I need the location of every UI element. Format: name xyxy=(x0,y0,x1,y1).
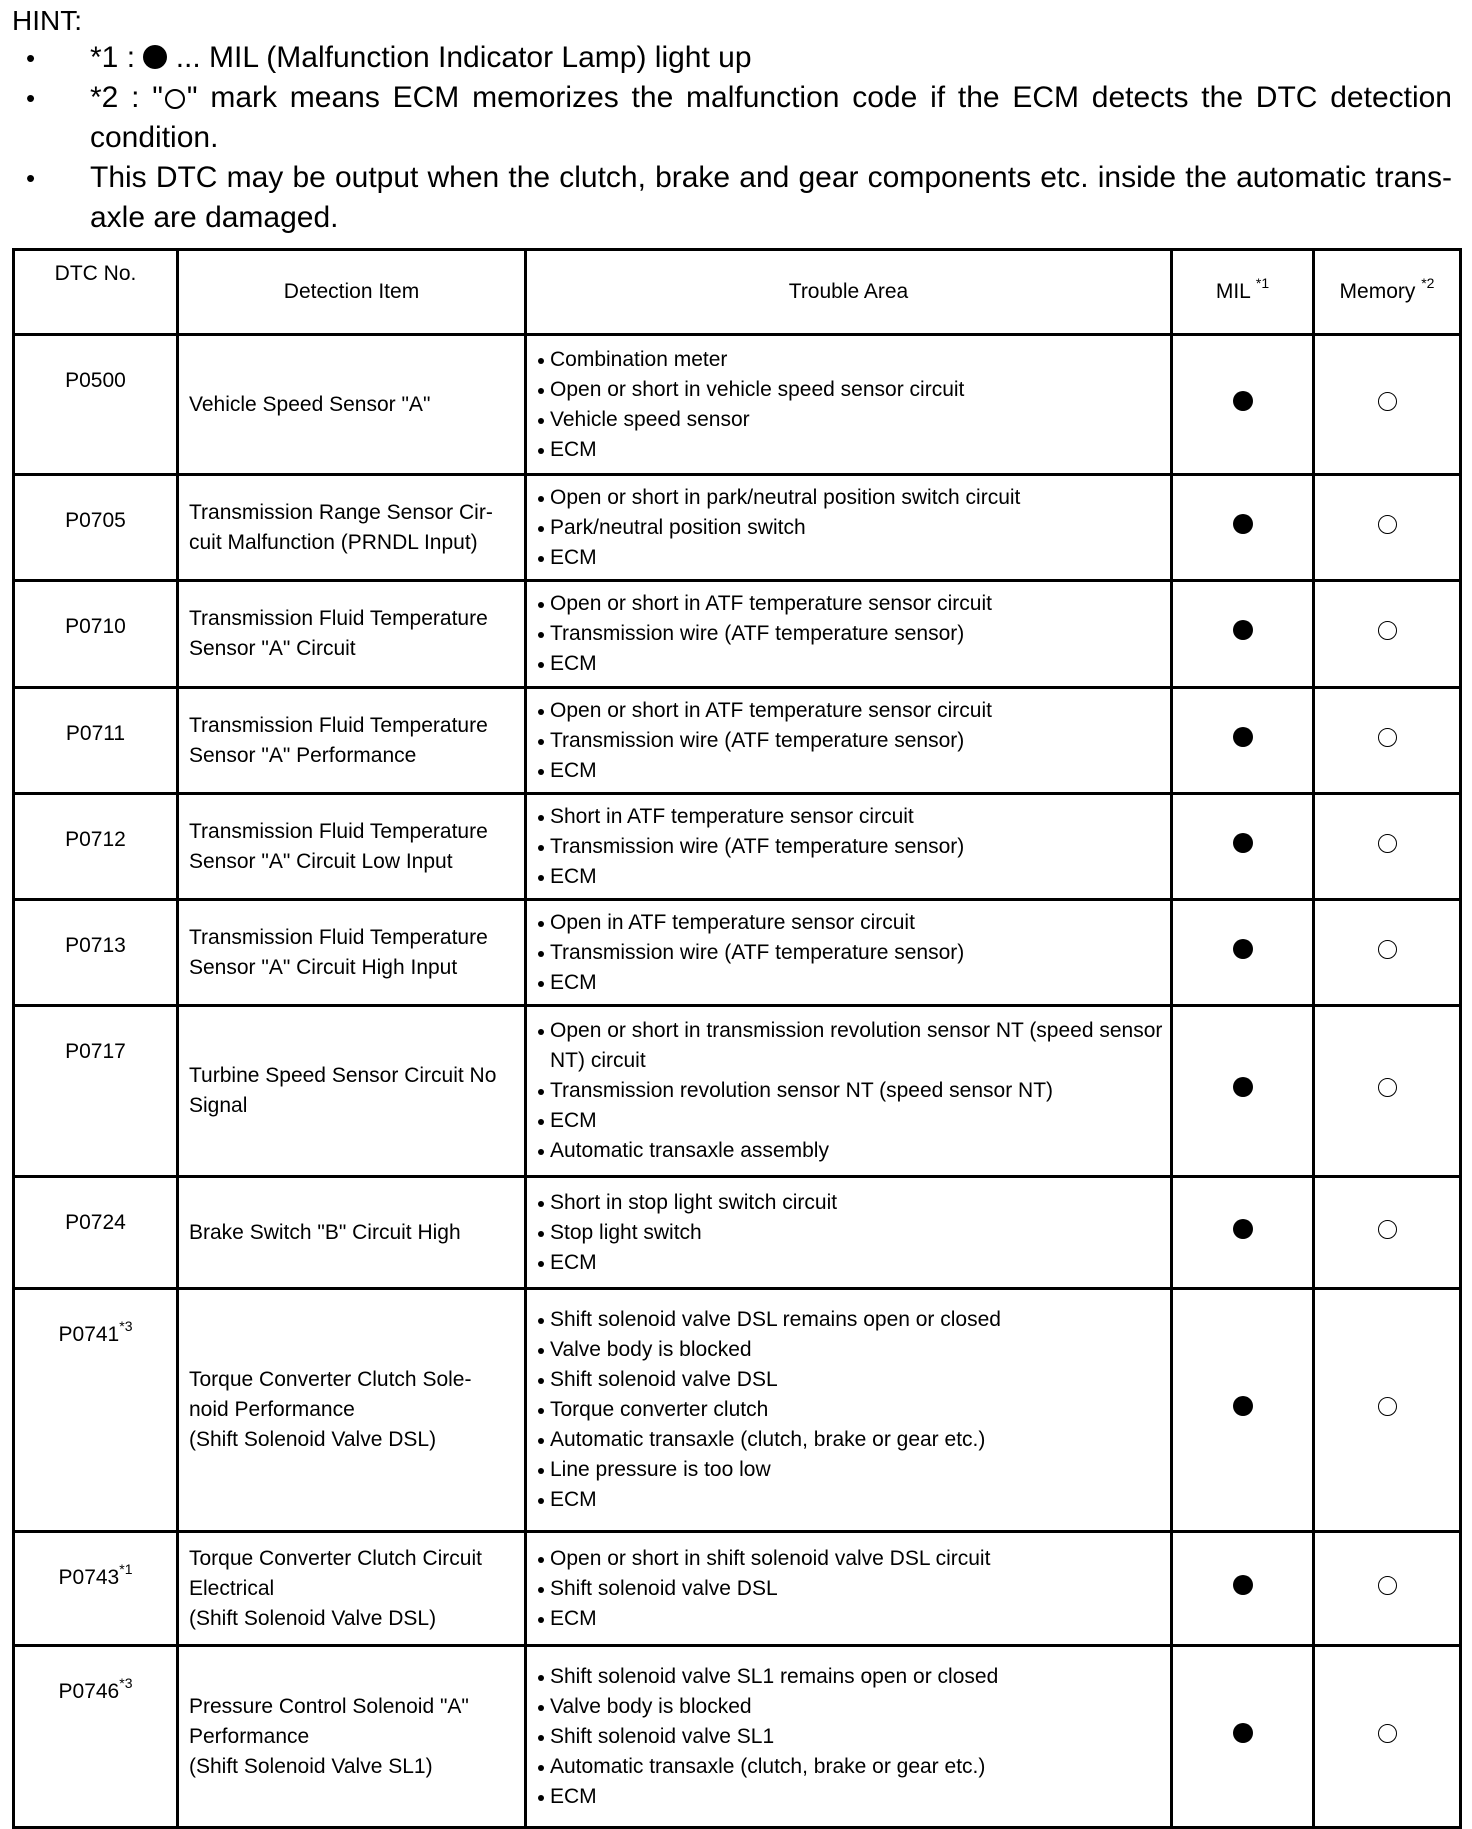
table-row xyxy=(14,900,1461,1006)
filled-circle-icon xyxy=(1233,1575,1253,1595)
trouble-area-cell xyxy=(526,1177,1172,1289)
trouble-area-item: Transmission revolution sensor NT (speed sensor NT) xyxy=(537,1076,1164,1106)
detection-item-line: Transmission Fluid Temperature xyxy=(189,925,488,949)
mil-cell xyxy=(1172,475,1314,581)
trouble-area-item: Open or short in vehicle speed sensor circuit xyxy=(537,375,1164,405)
mil-cell xyxy=(1172,1646,1314,1828)
hint-list xyxy=(12,38,1452,238)
trouble-area-item: Transmission wire (ATF temperature sensor) xyxy=(537,726,1164,756)
table-row xyxy=(14,1289,1461,1532)
trouble-area-item: Combination meter xyxy=(537,345,1164,375)
trouble-area-list xyxy=(537,1016,1164,1166)
table-header-row xyxy=(14,250,1461,335)
trouble-area-item: ECM xyxy=(537,649,1164,679)
detection-item-line: Torque Converter Clutch Circuit xyxy=(189,1546,482,1570)
detection-item-line: Transmission Fluid Temperature xyxy=(189,713,488,737)
detection-item-line: Sensor "A" Performance xyxy=(189,743,417,767)
hint-note-2-prefix: *2 : " xyxy=(90,81,163,114)
dtc-table-body xyxy=(14,335,1461,1828)
detection-item-line: (Shift Solenoid Valve DSL) xyxy=(189,1606,437,1630)
trouble-area-cell xyxy=(526,688,1172,794)
open-circle-icon xyxy=(1378,515,1397,534)
trouble-area-item: ECM xyxy=(537,1782,1164,1812)
table-row xyxy=(14,475,1461,581)
mil-cell xyxy=(1172,1177,1314,1289)
header-memory-footnote: *2 xyxy=(1421,275,1435,291)
header-dtc-no: DTC No. xyxy=(14,250,178,335)
dtc-code: P0741 xyxy=(58,1323,120,1346)
header-memory xyxy=(1314,250,1461,335)
detection-item-line: Performance xyxy=(189,1724,310,1748)
trouble-area-item: Valve body is blocked xyxy=(537,1692,1164,1722)
trouble-area-item: Open or short in transmission revolution sensor NT (speed sensor NT) circuit xyxy=(537,1016,1164,1076)
mil-cell xyxy=(1172,794,1314,900)
dtc-code-cell xyxy=(14,1177,178,1289)
trouble-area-item: Short in ATF temperature sensor circuit xyxy=(537,802,1164,832)
header-mil-label: MIL xyxy=(1215,280,1251,303)
detection-item-line: Signal xyxy=(189,1094,248,1117)
trouble-area-item: Open or short in park/neutral position switch circuit xyxy=(537,483,1164,513)
dtc-code: P0724 xyxy=(65,1211,126,1234)
trouble-area-item: Open or short in shift solenoid valve DSL circuit xyxy=(537,1544,1164,1574)
header-trouble-area: Trouble Area xyxy=(526,250,1172,335)
trouble-area-cell xyxy=(526,1646,1172,1828)
mil-cell xyxy=(1172,581,1314,688)
detection-item-line: Turbine Speed Sensor Circuit No xyxy=(189,1064,497,1087)
trouble-area-item: Transmission wire (ATF temperature sensor) xyxy=(537,832,1164,862)
detection-item-line: Sensor "A" Circuit High Input xyxy=(189,955,458,979)
trouble-area-cell xyxy=(526,1532,1172,1646)
memory-cell xyxy=(1314,688,1461,794)
dtc-code: P0500 xyxy=(65,369,126,392)
trouble-area-item: Shift solenoid valve DSL remains open or closed xyxy=(537,1305,1164,1335)
detection-item-cell xyxy=(178,1646,526,1828)
memory-cell xyxy=(1314,581,1461,688)
trouble-area-item: Stop light switch xyxy=(537,1218,1164,1248)
trouble-area-item: ECM xyxy=(537,435,1164,465)
detection-item-cell xyxy=(178,581,526,688)
dtc-footnote: *1 xyxy=(119,1561,133,1577)
filled-circle-icon xyxy=(1233,620,1253,640)
memory-cell xyxy=(1314,1532,1461,1646)
detection-item-line: Pressure Control Solenoid "A" xyxy=(189,1694,469,1718)
dtc-code: P0705 xyxy=(65,509,126,532)
dtc-code: P0743 xyxy=(58,1566,120,1589)
detection-item-cell xyxy=(178,1006,526,1177)
table-row xyxy=(14,1646,1461,1828)
memory-cell xyxy=(1314,475,1461,581)
detection-item-line: cuit Malfunction (PRNDL Input) xyxy=(189,530,478,554)
trouble-area-item: Shift solenoid valve SL1 xyxy=(537,1722,1164,1752)
trouble-area-cell xyxy=(526,1289,1172,1532)
trouble-area-item: Automatic transaxle (clutch, brake or gear etc.) xyxy=(537,1752,1164,1782)
dtc-code-cell xyxy=(14,335,178,475)
filled-circle-icon xyxy=(143,45,167,69)
mil-cell xyxy=(1172,688,1314,794)
trouble-area-cell xyxy=(526,475,1172,581)
memory-cell xyxy=(1314,335,1461,475)
detection-item-line: Brake Switch "B" Circuit High xyxy=(189,1220,461,1244)
trouble-area-item: Shift solenoid valve DSL xyxy=(537,1574,1164,1604)
trouble-area-item: Open or short in ATF temperature sensor circuit xyxy=(537,589,1164,619)
detection-item-cell xyxy=(178,688,526,794)
trouble-area-item: ECM xyxy=(537,968,1164,998)
hint-note-3 xyxy=(12,158,1452,238)
detection-item-cell xyxy=(178,1289,526,1532)
hint-title: HINT: xyxy=(12,5,82,36)
hint-note-1-prefix: *1 : xyxy=(90,41,136,74)
trouble-area-item: Torque converter clutch xyxy=(537,1395,1164,1425)
trouble-area-item: Open in ATF temperature sensor circuit xyxy=(537,908,1164,938)
trouble-area-item: ECM xyxy=(537,1106,1164,1136)
header-mil-footnote: *1 xyxy=(1255,275,1270,291)
trouble-area-list xyxy=(537,1662,1164,1812)
detection-item-line: noid Performance xyxy=(189,1398,355,1421)
trouble-area-item: Short in stop light switch circuit xyxy=(537,1188,1164,1218)
trouble-area-cell xyxy=(526,1006,1172,1177)
table-row xyxy=(14,1177,1461,1289)
filled-circle-icon xyxy=(1233,939,1253,959)
trouble-area-item: Automatic transaxle assembly xyxy=(537,1136,1164,1166)
trouble-area-list xyxy=(537,696,1164,786)
dtc-code: P0713 xyxy=(65,934,126,957)
hint-note-3-text: This DTC may be output when the clutch, brake and gear components etc. inside the automatic trans-axle are damaged. xyxy=(90,161,1452,234)
dtc-code: P0717 xyxy=(65,1040,126,1063)
mil-cell xyxy=(1172,1006,1314,1177)
open-circle-icon xyxy=(1378,728,1397,747)
table-row xyxy=(14,688,1461,794)
filled-circle-icon xyxy=(1233,1723,1253,1743)
filled-circle-icon xyxy=(1233,727,1253,747)
dtc-code-cell xyxy=(14,1532,178,1646)
table-row xyxy=(14,1532,1461,1646)
trouble-area-item: Open or short in ATF temperature sensor circuit xyxy=(537,696,1164,726)
detection-item-line: (Shift Solenoid Valve SL1) xyxy=(189,1754,433,1778)
filled-circle-icon xyxy=(1233,1219,1253,1239)
header-detection-item: Detection Item xyxy=(178,250,526,335)
dtc-table xyxy=(12,248,1462,1829)
dtc-code-cell xyxy=(14,794,178,900)
trouble-area-item: Transmission wire (ATF temperature sensor) xyxy=(537,619,1164,649)
detection-item-line: Transmission Fluid Temperature xyxy=(189,607,488,630)
dtc-code-cell xyxy=(14,475,178,581)
detection-item-cell xyxy=(178,794,526,900)
dtc-code-cell xyxy=(14,1006,178,1177)
detection-item-cell xyxy=(178,335,526,475)
open-circle-icon xyxy=(1378,1724,1397,1743)
dtc-code: P0712 xyxy=(65,828,126,851)
dtc-code-cell xyxy=(14,581,178,688)
memory-cell xyxy=(1314,1289,1461,1532)
mil-cell xyxy=(1172,1289,1314,1532)
detection-item-line: Sensor "A" Circuit Low Input xyxy=(189,849,453,873)
hint-section xyxy=(12,4,1452,238)
detection-item-line: Sensor "A" Circuit xyxy=(189,637,356,660)
memory-cell xyxy=(1314,1006,1461,1177)
detection-item-cell xyxy=(178,1177,526,1289)
trouble-area-item: ECM xyxy=(537,1248,1164,1278)
memory-cell xyxy=(1314,1177,1461,1289)
detection-item-line: Transmission Range Sensor Cir- xyxy=(189,500,493,524)
trouble-area-list xyxy=(537,589,1164,679)
detection-item-line: Torque Converter Clutch Sole- xyxy=(189,1368,472,1391)
trouble-area-list xyxy=(537,908,1164,998)
dtc-code: P0710 xyxy=(65,615,126,638)
open-circle-icon xyxy=(165,89,185,109)
mil-cell xyxy=(1172,1532,1314,1646)
trouble-area-cell xyxy=(526,581,1172,688)
filled-circle-icon xyxy=(1233,514,1253,534)
trouble-area-item: ECM xyxy=(537,1604,1164,1634)
dtc-code-cell xyxy=(14,1289,178,1532)
hint-note-2-text: " mark means ECM memorizes the malfunction code if the ECM detects the DTC detection condition. xyxy=(90,81,1452,154)
trouble-area-item: Line pressure is too low xyxy=(537,1455,1164,1485)
trouble-area-item: ECM xyxy=(537,862,1164,892)
table-row xyxy=(14,581,1461,688)
trouble-area-item: Automatic transaxle (clutch, brake or gear etc.) xyxy=(537,1425,1164,1455)
table-row xyxy=(14,794,1461,900)
mil-cell xyxy=(1172,335,1314,475)
trouble-area-list xyxy=(537,1305,1164,1515)
open-circle-icon xyxy=(1378,1078,1397,1097)
trouble-area-cell xyxy=(526,335,1172,475)
detection-item-line: Electrical xyxy=(189,1576,275,1600)
dtc-code-cell xyxy=(14,900,178,1006)
open-circle-icon xyxy=(1378,1220,1397,1239)
dtc-footnote: *3 xyxy=(119,1318,133,1334)
open-circle-icon xyxy=(1378,940,1397,959)
dtc-code-cell xyxy=(14,688,178,794)
memory-cell xyxy=(1314,1646,1461,1828)
trouble-area-list xyxy=(537,802,1164,892)
dtc-code-cell xyxy=(14,1646,178,1828)
header-memory-label: Memory xyxy=(1339,280,1416,303)
dtc-code: P0711 xyxy=(65,722,126,745)
detection-item-line: Vehicle Speed Sensor "A" xyxy=(189,392,431,416)
open-circle-icon xyxy=(1378,621,1397,640)
dtc-footnote: *3 xyxy=(119,1675,133,1691)
trouble-area-item: Shift solenoid valve SL1 remains open or closed xyxy=(537,1662,1164,1692)
trouble-area-list xyxy=(537,1544,1164,1634)
detection-item-cell xyxy=(178,900,526,1006)
header-mil xyxy=(1172,250,1314,335)
filled-circle-icon xyxy=(1233,833,1253,853)
detection-item-line: Transmission Fluid Temperature xyxy=(189,819,488,843)
trouble-area-cell xyxy=(526,900,1172,1006)
detection-item-line: (Shift Solenoid Valve DSL) xyxy=(189,1428,437,1451)
trouble-area-item: ECM xyxy=(537,756,1164,786)
filled-circle-icon xyxy=(1233,391,1253,411)
trouble-area-item: ECM xyxy=(537,1485,1164,1515)
memory-cell xyxy=(1314,794,1461,900)
mil-cell xyxy=(1172,900,1314,1006)
trouble-area-list xyxy=(537,1188,1164,1278)
trouble-area-item: Valve body is blocked xyxy=(537,1335,1164,1365)
table-row xyxy=(14,335,1461,475)
table-row xyxy=(14,1006,1461,1177)
filled-circle-icon xyxy=(1233,1077,1253,1097)
hint-note-1-text: ... MIL (Malfunction Indicator Lamp) light up xyxy=(175,41,752,74)
trouble-area-item: Shift solenoid valve DSL xyxy=(537,1365,1164,1395)
trouble-area-item: Transmission wire (ATF temperature sensor) xyxy=(537,938,1164,968)
trouble-area-item: Park/neutral position switch xyxy=(537,513,1164,543)
trouble-area-item: Vehicle speed sensor xyxy=(537,405,1164,435)
dtc-code: P0746 xyxy=(58,1680,120,1703)
trouble-area-cell xyxy=(526,794,1172,900)
trouble-area-item: ECM xyxy=(537,543,1164,573)
filled-circle-icon xyxy=(1233,1396,1253,1416)
open-circle-icon xyxy=(1378,1397,1397,1416)
open-circle-icon xyxy=(1378,834,1397,853)
hint-note-1 xyxy=(12,38,1452,78)
memory-cell xyxy=(1314,900,1461,1006)
trouble-area-list xyxy=(537,345,1164,465)
open-circle-icon xyxy=(1378,1576,1397,1595)
detection-item-cell xyxy=(178,475,526,581)
open-circle-icon xyxy=(1378,392,1397,411)
detection-item-cell xyxy=(178,1532,526,1646)
trouble-area-list xyxy=(537,483,1164,573)
hint-note-2 xyxy=(12,78,1452,158)
